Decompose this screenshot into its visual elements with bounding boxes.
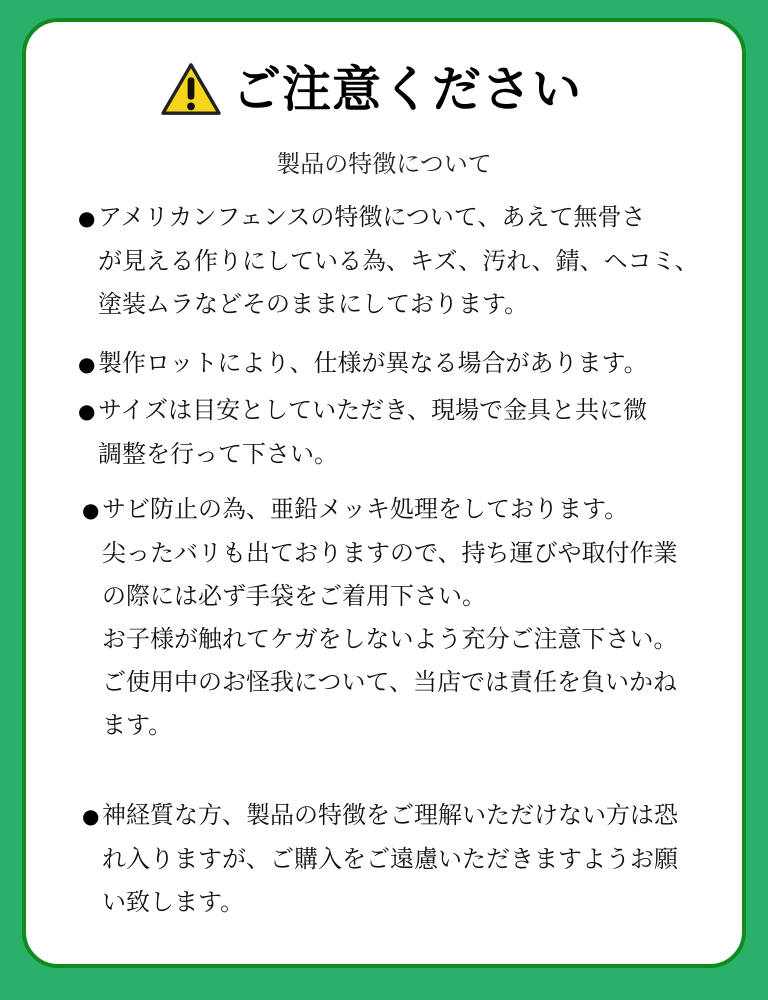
notice-line xyxy=(82,794,678,838)
notice-title: ご注意ください xyxy=(232,60,583,118)
notice-section xyxy=(78,389,647,476)
bullet-dot: ● xyxy=(78,352,96,376)
notice-text: サイズは目安としていただき、現場で金具と共に微 xyxy=(98,396,648,424)
notice-text: 製作ロットにより、仕様が異なる場合があります。 xyxy=(98,349,648,377)
notice-line xyxy=(78,240,699,283)
notice-card xyxy=(22,18,746,968)
notice-line xyxy=(78,389,647,433)
notice-line xyxy=(78,342,648,386)
notice-text: 調整を行って下さい。 xyxy=(98,440,338,468)
notice-section xyxy=(78,342,648,386)
notice-text: アメリカンフェンスの特徴について、あえて無骨さ xyxy=(98,203,646,231)
notice-text: れ入りますが、ご購入をご遠慮いただきますようお願 xyxy=(102,845,678,873)
warning-triangle-icon xyxy=(160,61,222,117)
notice-section xyxy=(78,196,699,326)
notice-text: の際には必ず手袋をご着用下さい。 xyxy=(102,582,486,610)
notice-text: お子様が触れてケガをしないよう充分ご注意下さい。 xyxy=(102,625,678,653)
bullet-dot: ● xyxy=(78,206,96,230)
notice-line xyxy=(82,488,678,532)
notice-text: い致します。 xyxy=(102,888,245,916)
notice-text: 尖ったバリも出ておりますので、持ち運びや取付作業 xyxy=(102,539,678,567)
notice-text: 神経質な方、製品の特徴をご理解いただけない方は恐 xyxy=(102,801,678,829)
notice-section xyxy=(82,794,678,924)
notice-text: サビ防止の為、亜鉛メッキ処理をしております。 xyxy=(102,495,629,523)
notice-subtitle: 製品の特徴について xyxy=(276,150,492,178)
notice-section xyxy=(82,488,678,747)
notice-text: ます。 xyxy=(102,711,173,739)
notice-line xyxy=(82,704,678,747)
notice-text: が見える作りにしている為、キズ、汚れ、錆、ヘコミ、 xyxy=(98,247,699,275)
notice-line xyxy=(78,196,699,240)
bullet-dot: ● xyxy=(78,399,96,423)
notice-text: 塗装ムラなどそのままにしております。 xyxy=(98,290,529,318)
bullet-dot: ● xyxy=(82,804,100,828)
notice-line xyxy=(82,881,678,924)
notice-line xyxy=(82,532,678,575)
notice-header xyxy=(160,54,582,124)
notice-text: ご使用中のお怪我について、当店では責任を負いかね xyxy=(102,668,678,696)
notice-line xyxy=(78,283,699,326)
notice-line xyxy=(82,661,678,704)
notice-line xyxy=(82,618,678,661)
bullet-dot: ● xyxy=(82,498,100,522)
notice-line xyxy=(82,575,678,618)
notice-line xyxy=(78,433,647,476)
notice-line xyxy=(82,838,678,881)
